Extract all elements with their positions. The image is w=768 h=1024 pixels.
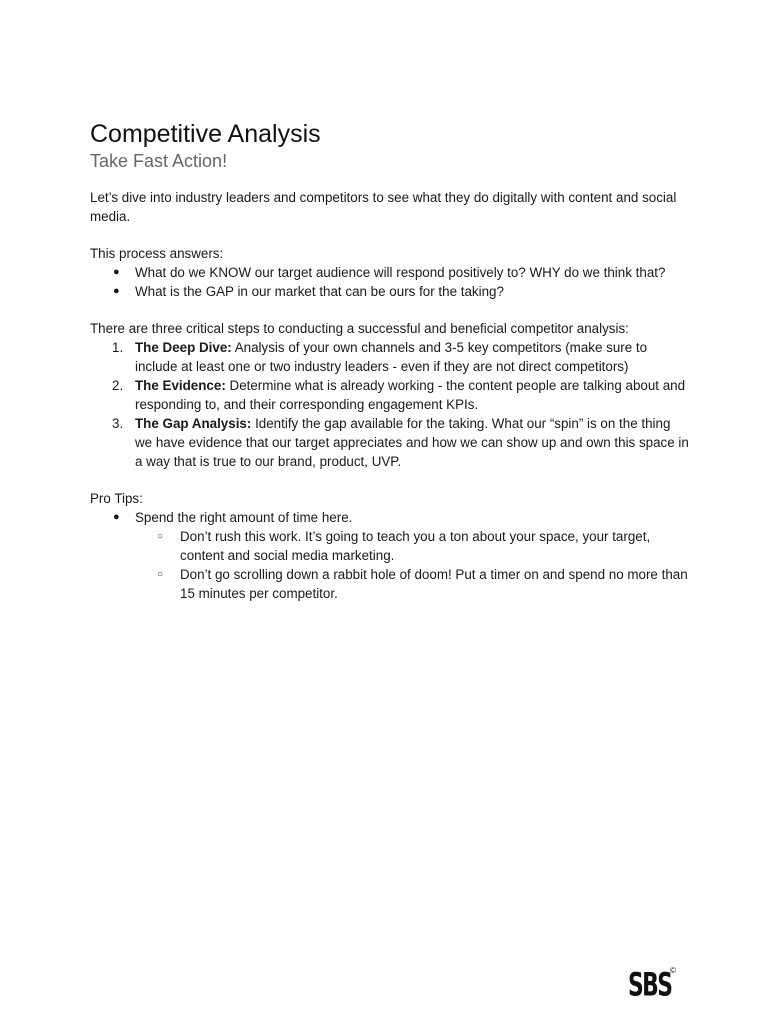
step-item <box>90 376 690 414</box>
sub-item-text: Don’t go scrolling down a rabbit hole of doom! Put a timer on and spend no more than 15 minutes per competitor. <box>180 567 688 601</box>
tip-sublist <box>135 527 690 603</box>
process-list <box>90 263 690 301</box>
step-text: Determine what is already working - the content people are talking about and responding to, and their corresponding engagement KPIs. <box>135 378 686 412</box>
step-text: Identify the gap available for the taking. What our “spin” is on the thing we have evidence that our target appreciates and how we can show up and own this space in a way that is true to our brand, product, UVP. <box>135 416 689 469</box>
steps-list <box>90 338 690 471</box>
tips-heading: Pro Tips: <box>90 491 143 506</box>
list-item-text: What do we KNOW our target audience will respond positively to? WHY do we think that? <box>135 265 666 280</box>
list-item <box>90 282 690 301</box>
step-number: 1. <box>112 340 124 355</box>
document-page <box>90 118 690 603</box>
sub-list-item <box>135 565 690 603</box>
step-label: The Deep Dive: <box>135 340 232 355</box>
hollow-bullet-icon: ○ <box>157 569 164 580</box>
sbs-logo <box>628 965 680 1012</box>
logo-text: SBS <box>628 965 672 1004</box>
step-item <box>90 414 690 471</box>
step-text: Analysis of your own channels and 3-5 key competitors (make sure to include at least one or two industry leaders - even if they are not direct competitors) <box>135 340 648 374</box>
sub-item-text: Don’t rush this work. It’s going to teach you a ton about your space, your target, content and social media marketing. <box>180 529 651 563</box>
list-item <box>90 263 690 282</box>
step-label: The Evidence: <box>135 378 226 393</box>
tips-list <box>90 508 690 603</box>
intro-paragraph: Let’s dive into industry leaders and competitors to see what they do digitally with content and social media. <box>90 190 677 224</box>
document-title: Competitive Analysis <box>90 120 321 148</box>
step-item <box>90 338 690 376</box>
step-label: The Gap Analysis: <box>135 416 252 431</box>
sub-list-item <box>135 527 690 565</box>
copyright-icon: © <box>670 966 676 975</box>
hollow-bullet-icon: ○ <box>157 531 164 542</box>
tip-text: Spend the right amount of time here. <box>135 510 353 525</box>
step-number: 3. <box>112 416 124 431</box>
list-item-text: What is the GAP in our market that can be ours for the taking? <box>135 284 504 299</box>
bullet-icon: ● <box>113 266 120 278</box>
bullet-icon: ● <box>113 511 120 523</box>
tip-item <box>90 508 690 603</box>
process-heading: This process answers: <box>90 246 224 261</box>
step-number: 2. <box>112 378 124 393</box>
bullet-icon: ● <box>113 285 120 297</box>
steps-heading: There are three critical steps to conducting a successful and beneficial competitor analysis: <box>90 321 629 336</box>
document-subtitle: Take Fast Action! <box>90 151 228 171</box>
